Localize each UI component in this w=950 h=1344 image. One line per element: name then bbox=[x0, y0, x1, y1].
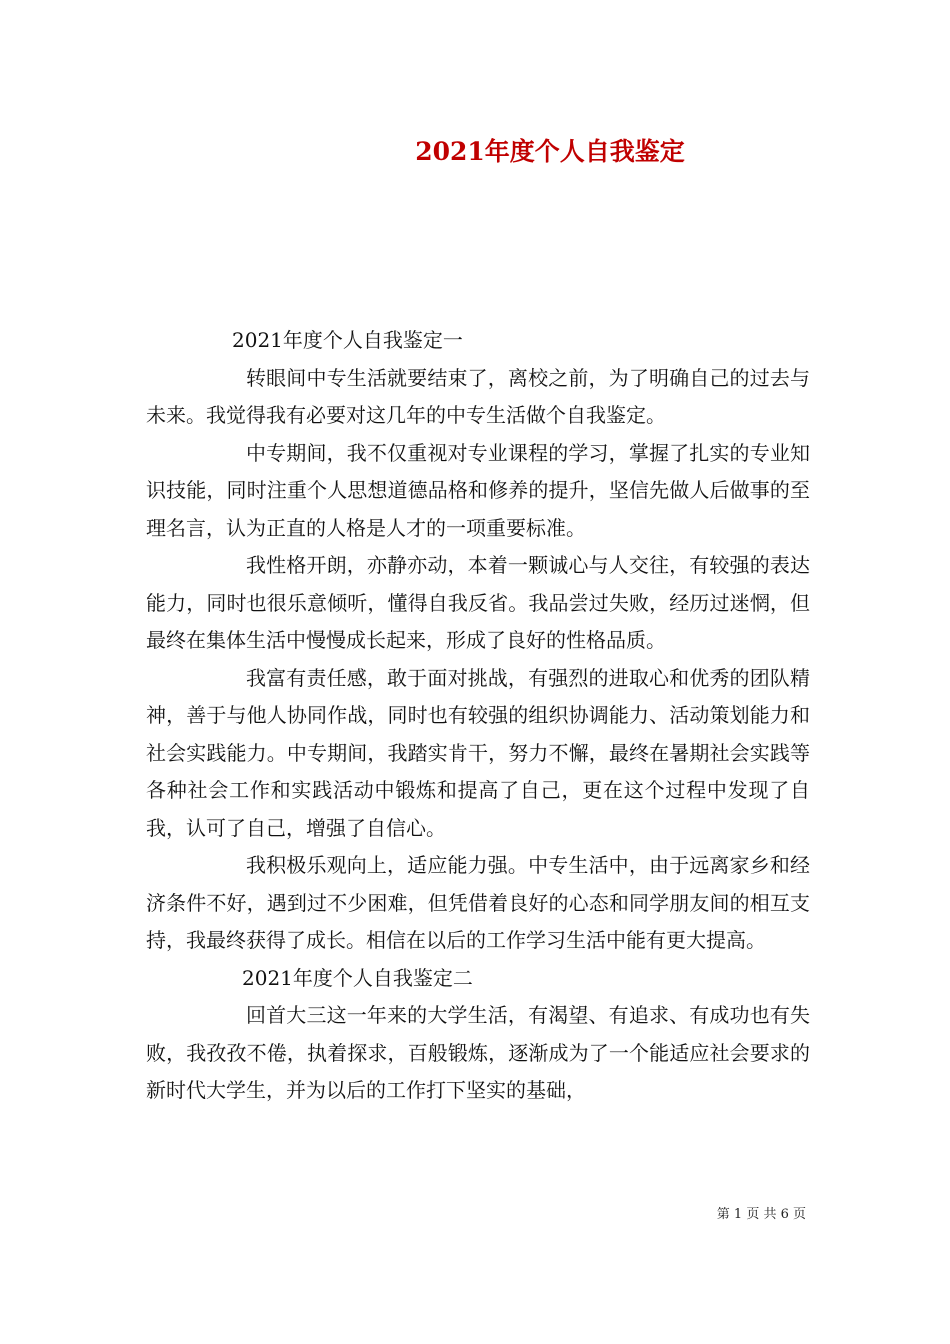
section-heading-2: 2021年度个人自我鉴定二 bbox=[242, 965, 473, 990]
document-body bbox=[146, 322, 810, 1110]
paragraph: 转眼间中专生活就要结束了，离校之前，为了明确自己的过去与未来。我觉得我有必要对这几年的中专生活做个自我鉴定。 bbox=[146, 365, 810, 427]
paragraph: 我富有责任感，敢于面对挑战，有强烈的进取心和优秀的团队精神，善于与他人协同作战，同时也有较强的组织协调能力、活动策划能力和社会实践能力。中专期间，我踏实肯干，努力不懈，最终在暑期社会实践等各种社会工作和实践活动中锻炼和提高了自己，更在这个过程中发现了自我，认可了自己，增强了自信心。 bbox=[146, 665, 810, 840]
paragraph: 我性格开朗，亦静亦动，本着一颗诚心与人交往，有较强的表达能力，同时也很乐意倾听，懂得自我反省。我品尝过失败，经历过迷惘，但最终在集体生活中慢慢成长起来，形成了良好的性格品质。 bbox=[146, 553, 810, 652]
section-heading-1: 2021年度个人自我鉴定一 bbox=[232, 328, 463, 352]
document-title: 2021年度个人自我鉴定 bbox=[415, 137, 685, 166]
paragraph: 中专期间，我不仅重视对专业课程的学习，掌握了扎实的专业知识技能，同时注重个人思想道德品格和修养的提升，坚信先做人后做事的至理名言，认为正直的人格是人才的一项重要标准。 bbox=[146, 440, 810, 540]
page-number-footer: 第 1 页 共 6 页 bbox=[716, 1207, 806, 1222]
paragraph: 我积极乐观向上，适应能力强。中专生活中，由于远离家乡和经济条件不好，遇到过不少困难，但凭借着良好的心态和同学朋友间的相互支持，我最终获得了成长。相信在以后的工作学习生活中能有更大提高。 bbox=[146, 853, 810, 952]
paragraph: 回首大三这一年来的大学生活，有渴望、有追求、有成功也有失败，我孜孜不倦，执着探求，百般锻炼，逐渐成为了一个能适应社会要求的新时代大学生，并为以后的工作打下坚实的基础， bbox=[146, 1003, 810, 1102]
